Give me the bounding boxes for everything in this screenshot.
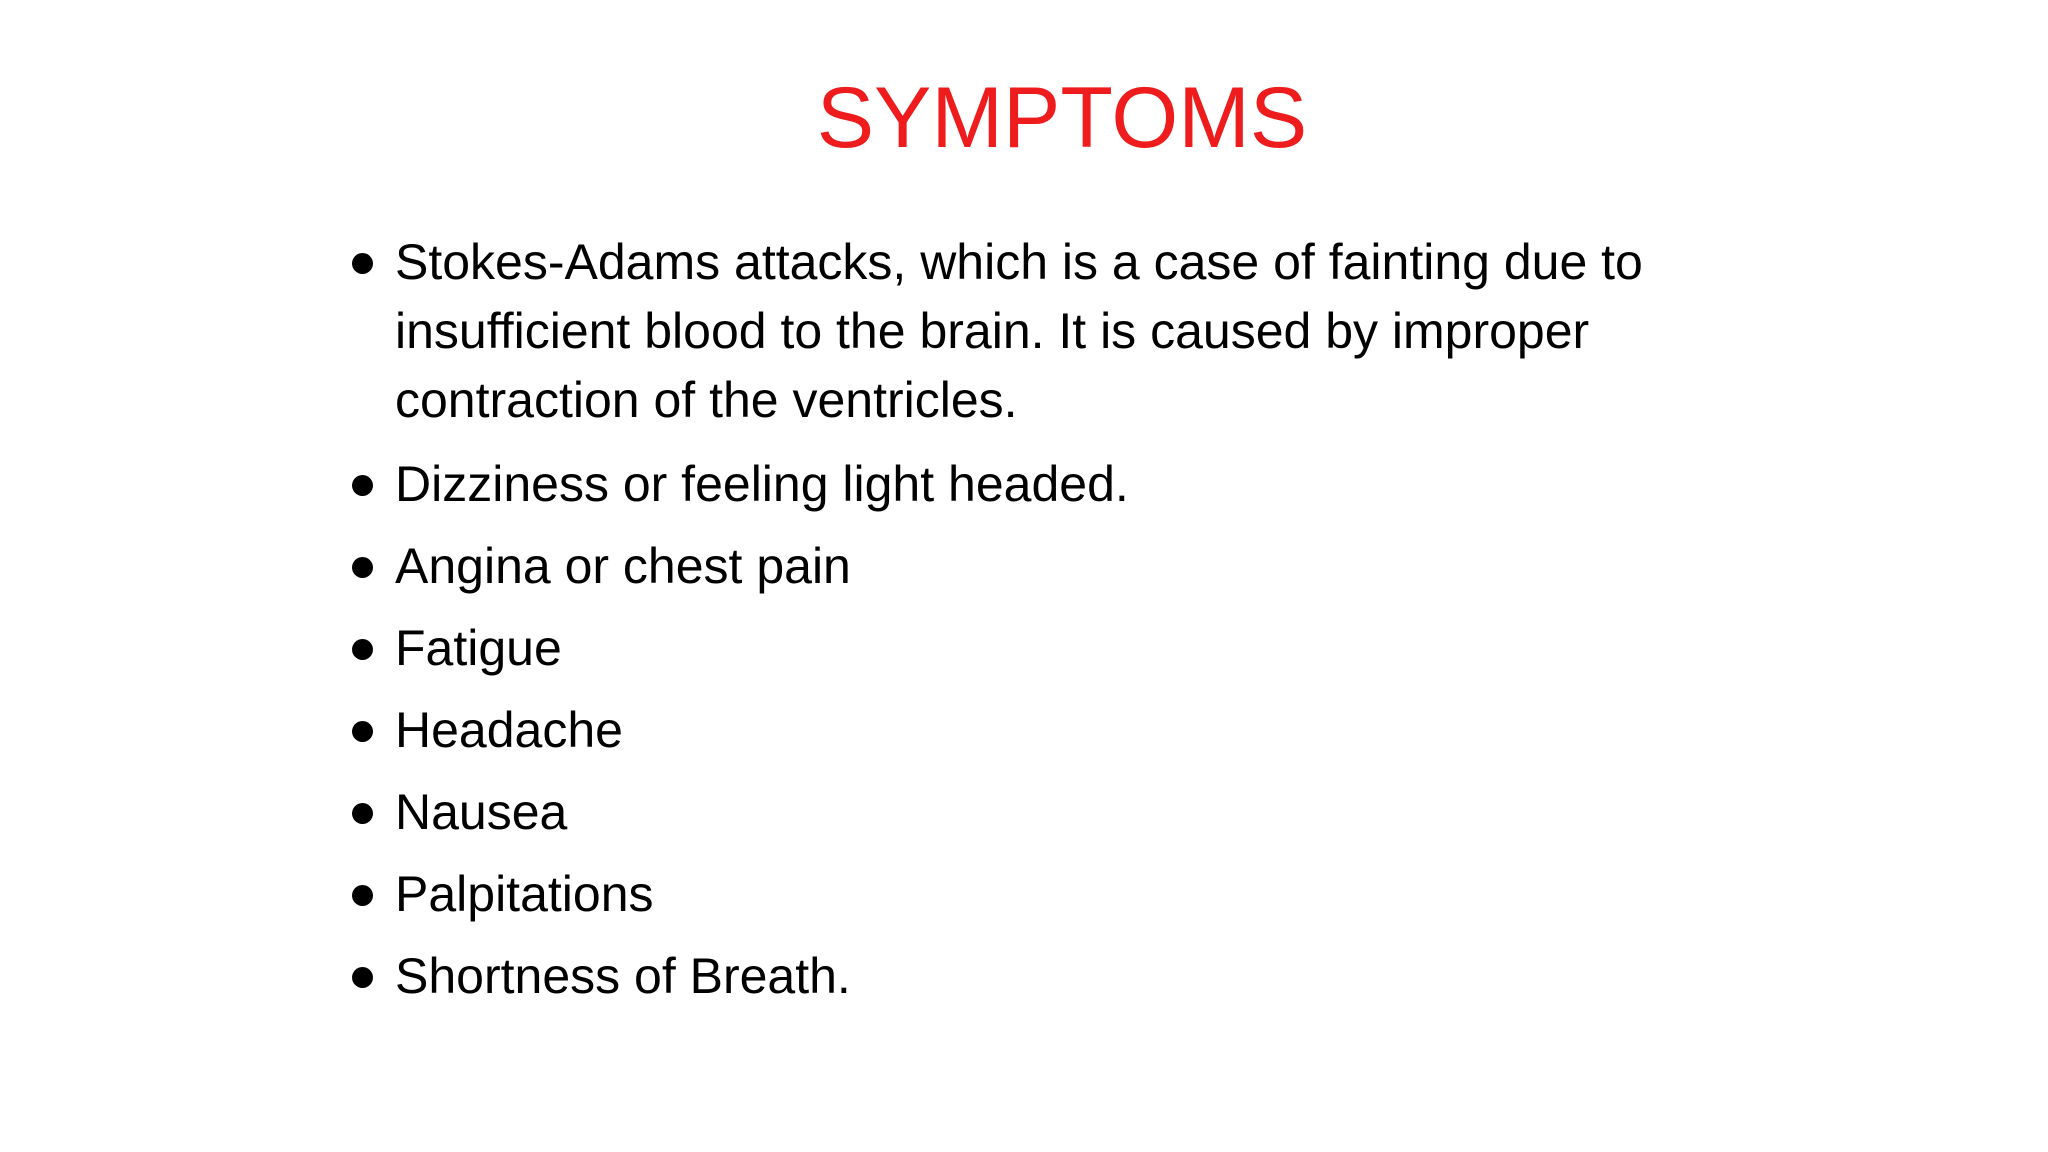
list-item-text: Dizziness or feeling light headed. <box>395 456 1129 512</box>
list-item <box>352 450 1732 519</box>
bullet-icon <box>352 253 373 274</box>
list-item <box>352 532 1732 601</box>
list-item <box>352 942 1732 1011</box>
list-item <box>352 228 1732 435</box>
symptom-list <box>352 228 1732 1024</box>
list-item-text: Stokes-Adams attacks, which is a case of fainting due to insufficient blood to the brain. It is caused by improper contraction of the ventricles. <box>395 234 1643 428</box>
bullet-icon <box>352 557 373 578</box>
list-item-text: Angina or chest pain <box>395 538 851 594</box>
bullet-icon <box>352 885 373 906</box>
bullet-icon <box>352 639 373 660</box>
list-item-text: Nausea <box>395 784 568 840</box>
bullet-icon <box>352 721 373 742</box>
list-item <box>352 614 1732 683</box>
bullet-icon <box>352 967 373 988</box>
list-item <box>352 860 1732 929</box>
list-item-text: Fatigue <box>395 620 562 676</box>
list-item-text: Shortness of Breath. <box>395 948 851 1004</box>
list-item-text: Headache <box>395 702 623 758</box>
list-item <box>352 696 1732 765</box>
list-item <box>352 778 1732 847</box>
bullet-icon <box>352 803 373 824</box>
slide-title: SYMPTOMS <box>816 70 1308 166</box>
list-item-text: Palpitations <box>395 866 654 922</box>
bullet-icon <box>352 475 373 496</box>
